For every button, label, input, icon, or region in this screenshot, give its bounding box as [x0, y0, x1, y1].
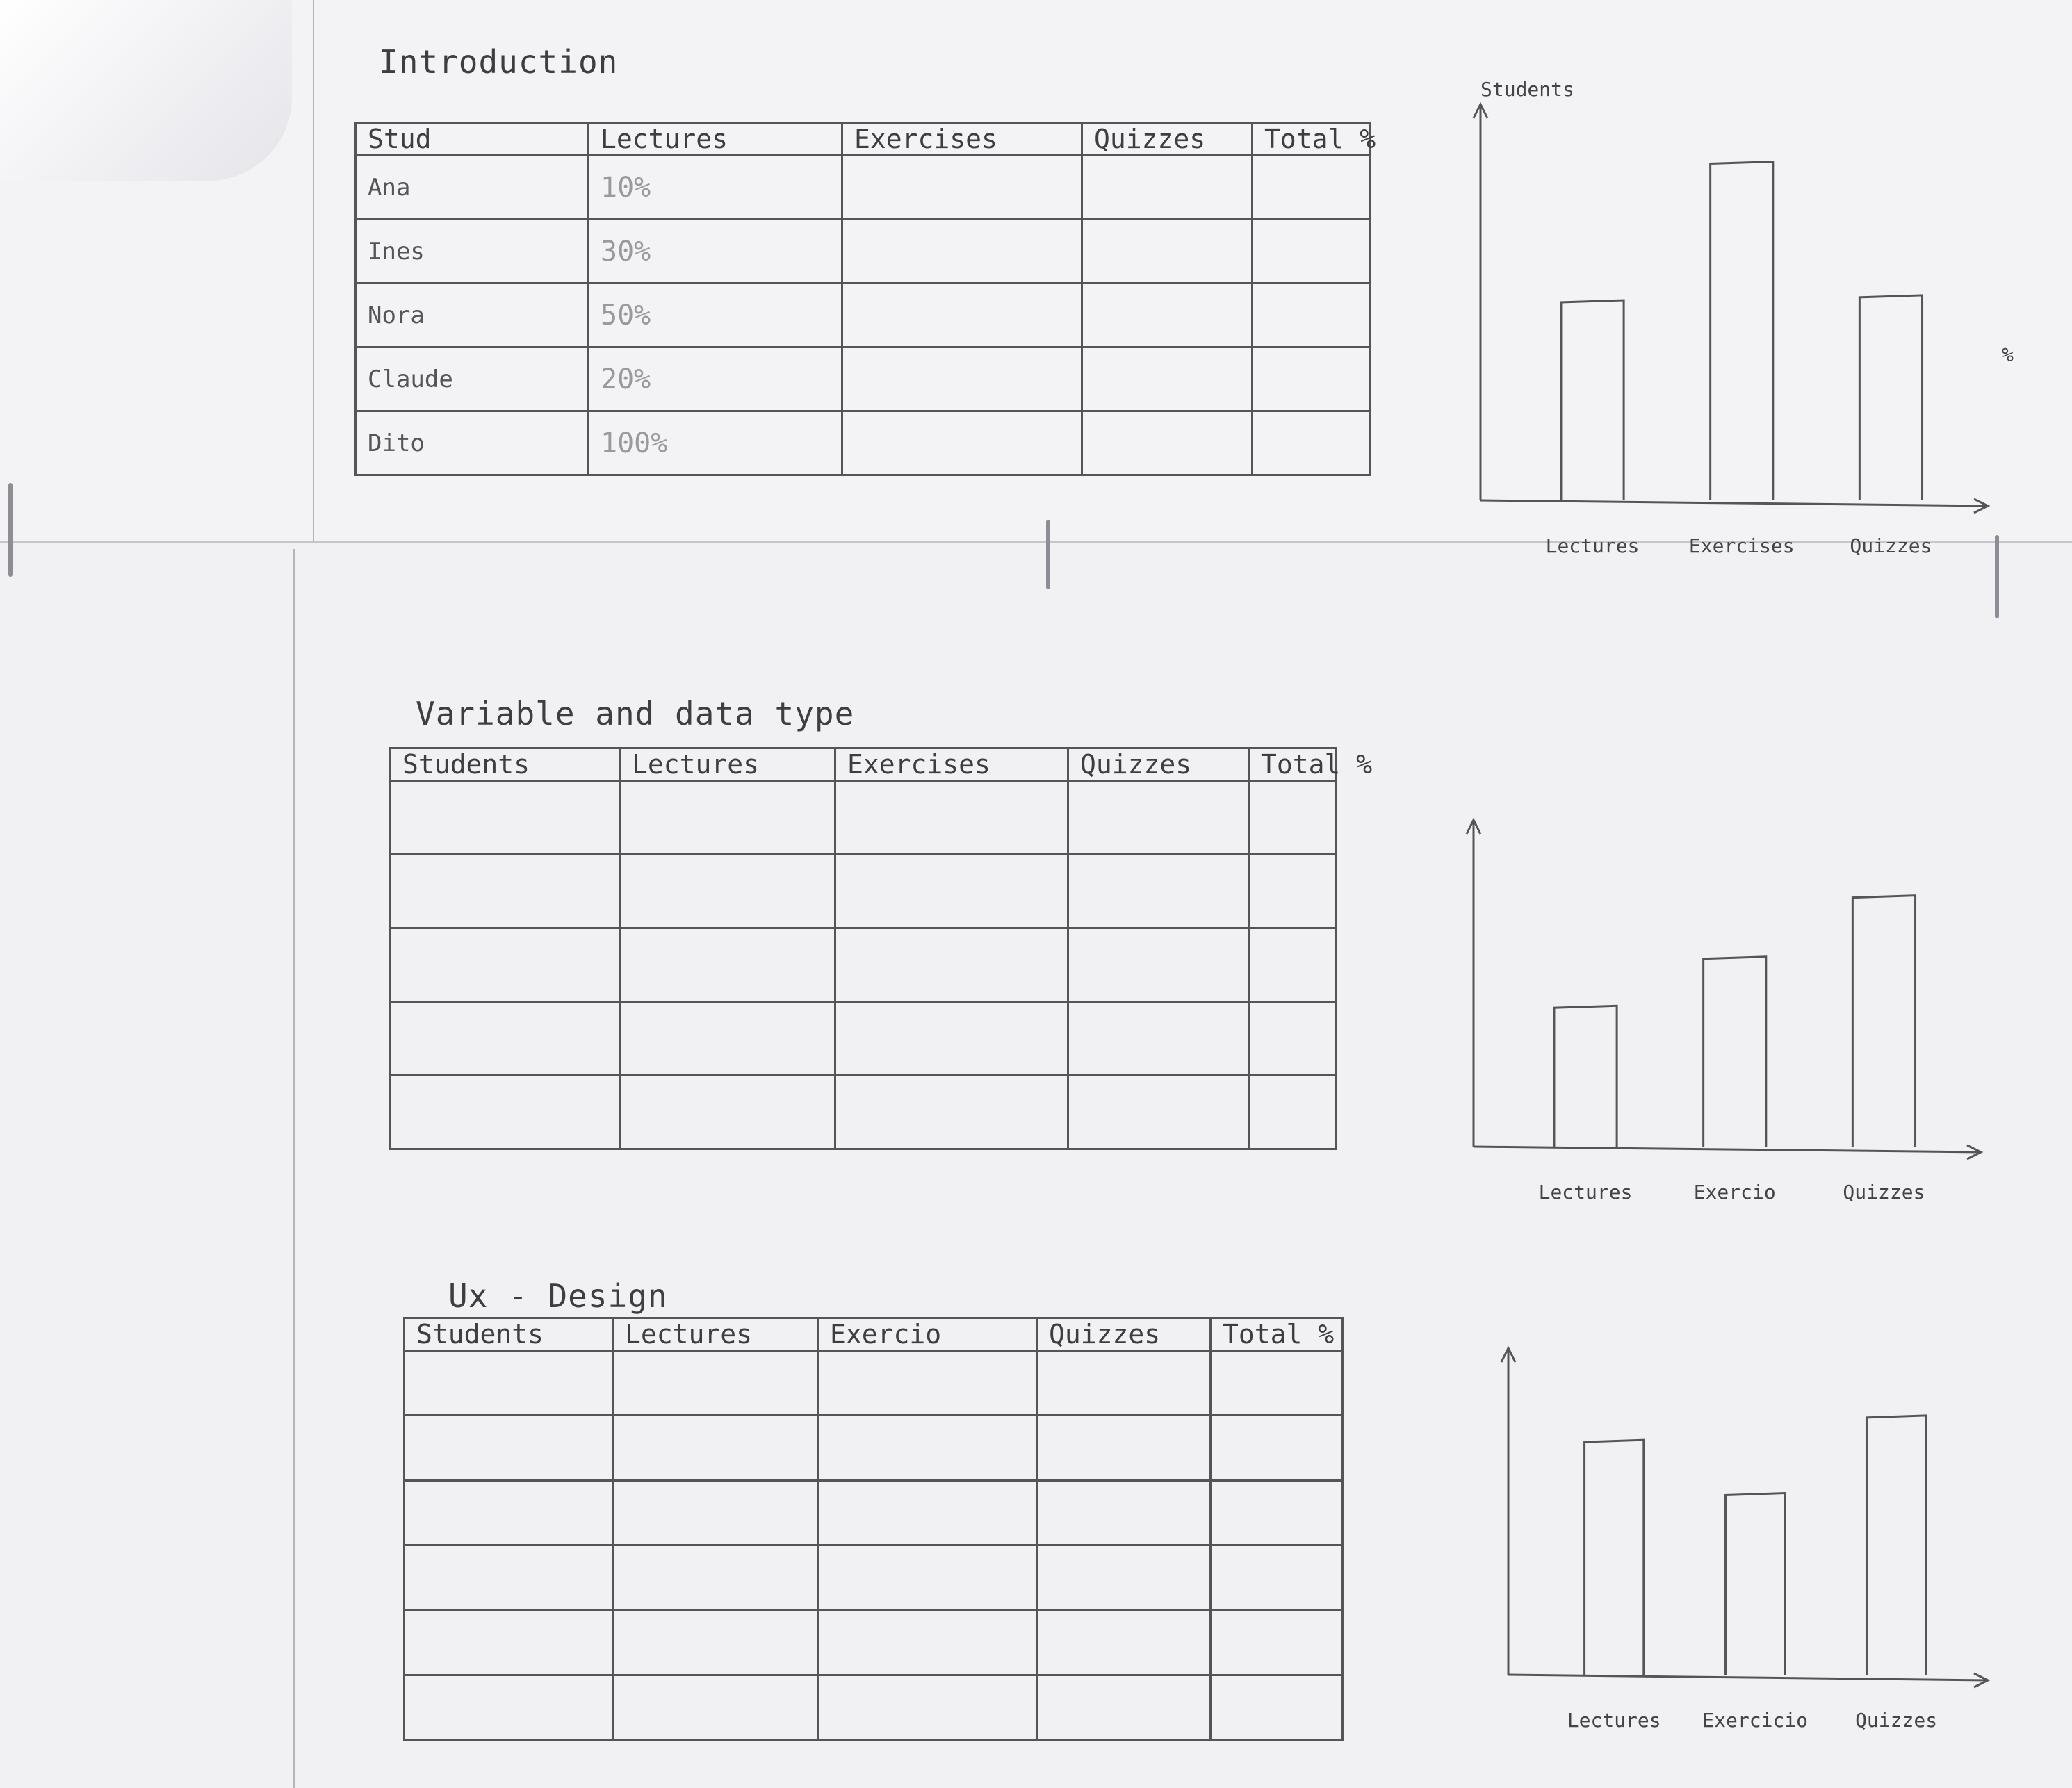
introduction-bar-chart — [1453, 76, 2023, 577]
header-total: Total % — [1249, 748, 1336, 781]
table-cell — [1211, 1351, 1343, 1416]
bar-exercio — [1704, 957, 1766, 1147]
table-cell — [1068, 928, 1249, 1002]
table-cell — [405, 1675, 613, 1739]
table-cell: 100% — [589, 411, 842, 475]
table-cell — [613, 1480, 818, 1545]
header-exercises: Exercises — [842, 123, 1082, 156]
bar-exercises — [1711, 162, 1773, 501]
table-cell — [391, 928, 620, 1002]
table-cell — [1082, 220, 1253, 284]
header-students: Students — [391, 748, 620, 781]
table-cell — [842, 220, 1082, 284]
x-tick-label: Exercises — [1688, 534, 1795, 557]
table-cell — [1068, 1076, 1249, 1149]
table-cell — [405, 1351, 613, 1416]
table-cell: 10% — [589, 156, 842, 220]
bar-quizzes — [1866, 1416, 1925, 1675]
table-cell — [1249, 855, 1336, 928]
header-quizzes: Quizzes — [1082, 123, 1253, 156]
table-cell — [818, 1610, 1037, 1675]
table-cell — [613, 1416, 818, 1480]
table-cell — [835, 928, 1068, 1002]
bar-lectures — [1585, 1440, 1644, 1675]
table-cell — [1249, 928, 1336, 1002]
table-cell — [842, 347, 1082, 411]
table-cell — [1082, 284, 1253, 347]
table-cell — [613, 1675, 818, 1739]
table-header-row — [391, 748, 1336, 781]
section-title-introduction: Introduction — [379, 43, 619, 81]
table-cell — [1037, 1416, 1211, 1480]
table-cell — [1037, 1545, 1211, 1609]
header-quizzes: Quizzes — [1068, 748, 1249, 781]
table-cell — [620, 781, 835, 855]
table-cell — [613, 1610, 818, 1675]
table-row — [405, 1545, 1343, 1609]
ux-design-table-body — [405, 1351, 1343, 1740]
table-cell: Dito — [356, 411, 589, 475]
table-cell — [818, 1351, 1037, 1416]
introduction-table — [354, 122, 1376, 476]
paper-curl — [0, 0, 292, 181]
table-row — [405, 1610, 1343, 1675]
bar-quizzes — [1852, 896, 1915, 1147]
table-cell — [1211, 1545, 1343, 1609]
header-total: Total % — [1253, 123, 1371, 156]
table-header-row — [356, 123, 1371, 156]
table-row — [356, 220, 1371, 284]
variable-data-type-bar-chart — [1446, 792, 2016, 1223]
y-axis-label: Students — [1480, 78, 1574, 101]
x-axis — [1480, 500, 1988, 506]
table-row — [356, 284, 1371, 347]
x-tick-label: Lectures — [1567, 1709, 1661, 1732]
table-row — [391, 928, 1336, 1002]
header-students: Stud — [356, 123, 589, 156]
table-cell — [835, 855, 1068, 928]
bar-exercicio — [1726, 1493, 1785, 1675]
table-cell — [1082, 156, 1253, 220]
table-cell — [391, 1002, 620, 1076]
bar-quizzes — [1859, 295, 1922, 500]
table-cell — [842, 156, 1082, 220]
margin-line-bottom — [293, 549, 295, 1788]
table-cell — [620, 928, 835, 1002]
table-cell: 20% — [589, 347, 842, 411]
table-cell: 50% — [589, 284, 842, 347]
table-row — [356, 411, 1371, 475]
table-cell — [1249, 1002, 1336, 1076]
margin-line-top — [313, 0, 314, 542]
x-tick-label: Exercio — [1693, 1181, 1776, 1204]
table-cell — [1253, 347, 1371, 411]
table-cell — [1068, 1002, 1249, 1076]
table-cell: 30% — [589, 220, 842, 284]
x-tick-label: Lectures — [1545, 534, 1640, 557]
table-cell — [1037, 1480, 1211, 1545]
table-cell — [391, 855, 620, 928]
table-cell: Ana — [356, 156, 589, 220]
table-cell — [620, 1002, 835, 1076]
table-cell — [1253, 411, 1371, 475]
table-cell — [1037, 1610, 1211, 1675]
table-cell — [1068, 781, 1249, 855]
header-lectures: Lectures — [589, 123, 842, 156]
table-cell — [391, 1076, 620, 1149]
table-cell — [405, 1416, 613, 1480]
table-cell — [1249, 1076, 1336, 1149]
table-cell — [405, 1545, 613, 1609]
table-cell — [818, 1545, 1037, 1609]
percent-label: % — [2002, 343, 2014, 366]
table-cell — [842, 411, 1082, 475]
table-row — [356, 347, 1371, 411]
x-tick-label: Quizzes — [1843, 1181, 1925, 1204]
header-exercises: Exercises — [835, 748, 1068, 781]
table-row — [391, 781, 1336, 855]
table-cell — [1211, 1480, 1343, 1545]
table-row — [405, 1416, 1343, 1480]
x-tick-label: Exercicio — [1702, 1709, 1809, 1732]
x-tick-label: Lectures — [1538, 1181, 1633, 1204]
table-cell — [391, 781, 620, 855]
section-title-variable-data-type: Variable and data type — [416, 695, 855, 732]
header-quizzes: Quizzes — [1037, 1318, 1211, 1351]
table-row — [405, 1675, 1343, 1739]
table-cell — [818, 1675, 1037, 1739]
table-cell — [613, 1545, 818, 1609]
table-cell — [405, 1610, 613, 1675]
table-row — [405, 1351, 1343, 1416]
table-row — [356, 156, 1371, 220]
table-cell — [1211, 1675, 1343, 1739]
table-cell — [1253, 220, 1371, 284]
table-cell — [1037, 1351, 1211, 1416]
ux-design-bar-chart — [1480, 1320, 2023, 1751]
staple-left — [8, 483, 13, 577]
table-cell — [1211, 1416, 1343, 1480]
x-axis — [1508, 1675, 1988, 1680]
table-cell — [1211, 1610, 1343, 1675]
variable-data-type-table — [389, 747, 1373, 1150]
table-cell — [613, 1351, 818, 1416]
table-cell — [1037, 1675, 1211, 1739]
x-tick-label: Quizzes — [1850, 534, 1932, 557]
table-cell — [620, 1076, 835, 1149]
table-row — [391, 1002, 1336, 1076]
table-cell: Nora — [356, 284, 589, 347]
table-cell — [1249, 781, 1336, 855]
table-cell — [1253, 284, 1371, 347]
table-cell — [818, 1416, 1037, 1480]
variable-data-type-table-body — [391, 781, 1336, 1149]
bar-lectures — [1561, 300, 1624, 500]
table-cell — [1068, 855, 1249, 928]
table-cell — [842, 284, 1082, 347]
bar-lectures — [1554, 1006, 1617, 1147]
header-exercises: Exercio — [818, 1318, 1037, 1351]
table-cell — [818, 1480, 1037, 1545]
table-cell — [835, 1002, 1068, 1076]
table-cell — [405, 1480, 613, 1545]
table-cell — [835, 1076, 1068, 1149]
table-cell — [835, 781, 1068, 855]
table-cell — [1253, 156, 1371, 220]
header-lectures: Lectures — [613, 1318, 818, 1351]
table-cell — [1082, 347, 1253, 411]
table-cell — [620, 855, 835, 928]
x-axis — [1474, 1147, 1981, 1152]
table-row — [391, 1076, 1336, 1149]
table-header-row — [405, 1318, 1343, 1351]
table-row — [405, 1480, 1343, 1545]
staple-center — [1046, 520, 1050, 589]
header-students: Students — [405, 1318, 613, 1351]
table-cell — [1082, 411, 1253, 475]
header-total: Total % — [1211, 1318, 1343, 1351]
ux-design-table — [403, 1317, 1344, 1741]
table-cell: Claude — [356, 347, 589, 411]
section-title-ux-design: Ux - Design — [448, 1277, 668, 1315]
introduction-table-body — [356, 156, 1371, 475]
table-row — [391, 855, 1336, 928]
table-cell: Ines — [356, 220, 589, 284]
x-tick-label: Quizzes — [1855, 1709, 1938, 1732]
header-lectures: Lectures — [620, 748, 835, 781]
